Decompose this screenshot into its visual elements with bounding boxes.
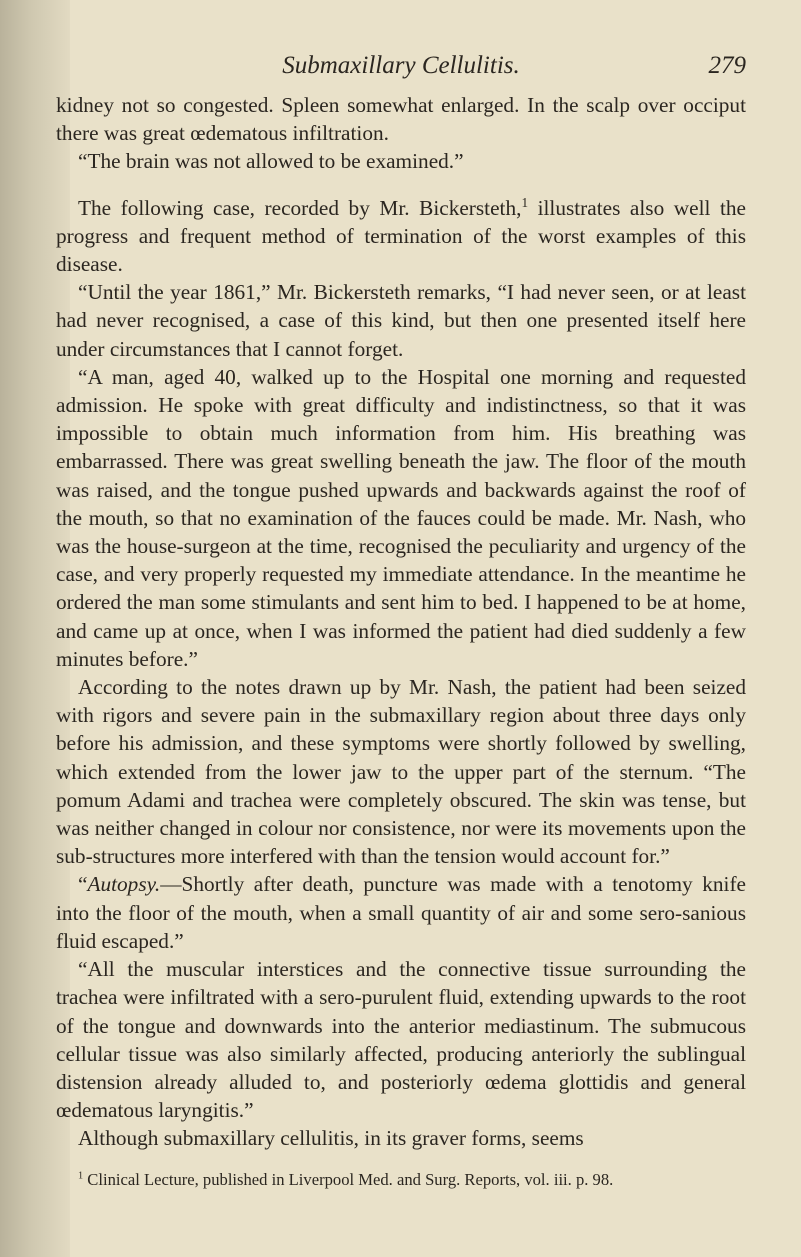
text-run: —Shortly after death, puncture was made with a tenotomy knife into the floor of the mouth, when a small quantity of air and some sero-sanious fluid escaped.” xyxy=(56,872,746,953)
running-title: Submaxillary Cellulitis. xyxy=(282,52,520,79)
footnote-reference: 1 xyxy=(521,194,529,210)
paragraph-gap xyxy=(56,176,746,194)
paragraph: “A man, aged 40, walked up to the Hospital one morning and requested admission. He spoke with great difficulty and indistinctness, so that it was impossible to obtain much information from him. His breathing was embarrassed. There was great swelling beneath the jaw. The floor of the mouth was raised, and the tongue pushed upwards and backwards against the roof of the mouth, so that no examination of the fauces could be made. Mr. Nash, who was the house-surgeon at the time, recognised the peculiarity and urgency of the case, and very properly requested my immediate attendance. In the meantime he ordered the man some stimulants and sent him to bed. I happened to be at home, and came up at once, when I was informed the patient had died suddenly a few minutes before.” xyxy=(56,364,746,671)
footnote-marker: 1 xyxy=(78,1170,84,1182)
page-number: 279 xyxy=(708,52,746,79)
footnote xyxy=(56,1169,746,1191)
paragraph xyxy=(56,870,746,955)
paragraph xyxy=(56,194,746,279)
italic-heading: Autopsy. xyxy=(87,872,161,897)
paragraph: kidney not so congested. Spleen somewhat enlarged. In the scalp over occiput there was great œdematous infiltration. xyxy=(56,93,746,146)
text-run: “ xyxy=(78,872,88,897)
running-head xyxy=(56,52,746,86)
footnote-text xyxy=(56,1169,746,1191)
body-text xyxy=(56,91,746,1153)
footnote-body: Clinical Lecture, published in Liverpool Med. and Surg. Reports, vol. iii. p. 98. xyxy=(83,1170,614,1189)
paragraph: According to the notes drawn up by Mr. Nash, the patient had been seized with rigors and severe pain in the submaxillary region about three days only before his admission, and these symptoms were shortly followed by swelling, which extended from the lower jaw to the upper part of the sternum. “The pomum Adami and trachea were completely obscured. The skin was tense, but was neither changed in colour nor consistence, nor were its movements upon the sub-structures more interfered with than the tension would account for.” xyxy=(56,675,746,869)
paragraph: Although submaxillary cellulitis, in its graver forms, seems xyxy=(78,1126,584,1151)
text-run: The following case, recorded by Mr. Bickersteth, xyxy=(78,195,522,220)
book-page xyxy=(56,0,746,1257)
paragraph: “Until the year 1861,” Mr. Bickersteth remarks, “I had never seen, or at least had never recognised, a case of this kind, but then one presented itself here under circumstances that I cannot forget. xyxy=(56,280,746,361)
text-run: illustrates also well the progress and frequent method of termination of the worst examples of this disease. xyxy=(56,195,746,277)
paragraph: “The brain was not allowed to be examined.” xyxy=(78,149,464,174)
paragraph: “All the muscular interstices and the connective tissue surrounding the trachea were infiltrated with a sero-purulent fluid, extending upwards to the root of the tongue and downwards into the anterior mediastinum. The submucous cellular tissue was also similarly affected, producing anteriorly the sublingual distension already alluded to, and posteriorly œdema glottidis and general œdematous laryngitis.” xyxy=(56,957,746,1123)
